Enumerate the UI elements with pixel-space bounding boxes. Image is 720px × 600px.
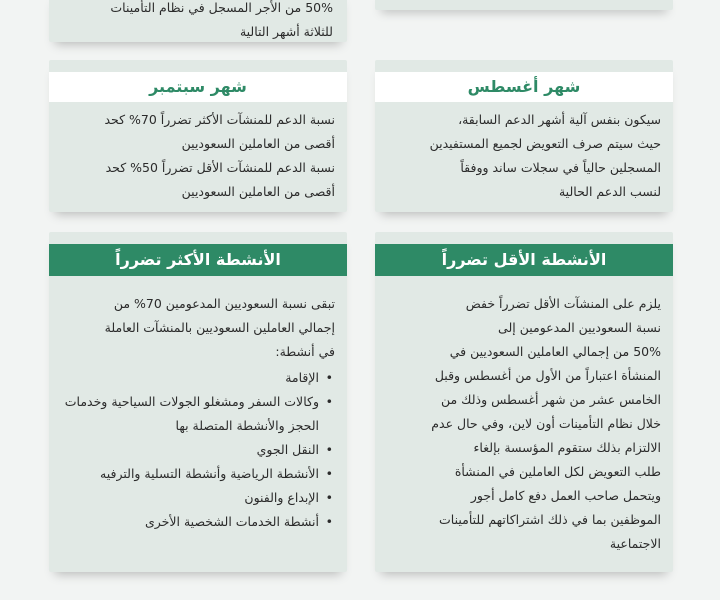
least-affected-text: [381, 292, 661, 556]
text-line: المنشأة اعتباراً من الأول من أغسطس وقبل: [434, 368, 661, 383]
text-line: حيث سيتم صرف التعويض لجميع المستفيدين: [429, 136, 661, 151]
august-title: شهر أغسطس: [375, 72, 673, 102]
text-line: نسبة السعوديين المدعومين إلى: [498, 320, 661, 335]
text-line: سيكون بنفس آلية أشهر الدعم السابقة،: [458, 112, 661, 127]
september-text: [55, 108, 335, 204]
text-line: يلزم على المنشآت الأقل تضرراً خفض: [465, 296, 661, 311]
text-line: الاجتماعية: [609, 536, 661, 551]
september-title: شهر سبتمبر: [49, 72, 347, 102]
text-line: الموظفين بما في ذلك اشتراكاتهم للتأمينات: [439, 512, 661, 527]
text-line: الخامس عشر من شهر أغسطس وذلك من: [441, 392, 661, 407]
august-text: [381, 108, 661, 204]
most-affected-title: الأنشطة الأكثر تضرراً: [49, 244, 347, 276]
text-line: للثلاثة أشهر التالية: [239, 24, 333, 39]
text-line: أقصى من العاملين السعوديين: [181, 184, 335, 199]
list-item: • أنشطة الخدمات الشخصية الأخرى: [55, 510, 335, 534]
text-line: نسبة الدعم للمنشآت الأقل تضرراً 50% كحد: [105, 160, 335, 175]
text-line: في أنشطة:: [275, 344, 335, 359]
text-line: 50% من إجمالي العاملين السعوديين في: [449, 344, 661, 359]
list-item: • الأنشطة الرياضية وأنشطة التسلية والترفيه: [55, 462, 335, 486]
list-item: • النقل الجوي: [55, 438, 335, 462]
least-affected-card: [375, 232, 673, 572]
text-line: نسبة الدعم للمنشآت الأكثر تضرراً 70% كحد: [104, 112, 335, 127]
text-line: ويتحمل صاحب العمل دفع كامل أجور: [470, 488, 661, 503]
text-line: طلب التعويض لكل العاملين في المنشأة: [454, 464, 661, 479]
text-line: 50% من الأجر المسجل في نظام التأمينات: [110, 0, 333, 15]
text-line: خلال نظام التأمينات أون لاين، وفي حال عدم: [431, 416, 661, 431]
least-affected-title: الأنشطة الأقل تضرراً: [375, 244, 673, 276]
text-line: المسجلين حالياً في سجلات ساند ووفقاً: [460, 160, 661, 175]
list-item: • الإقامة: [55, 366, 335, 390]
text-line: لنسب الدعم الحالية: [558, 184, 661, 199]
top-right-continuation-card: [375, 0, 673, 10]
top-card-text: [58, 0, 333, 44]
list-item: • الإبداع والفنون: [55, 486, 335, 510]
text-line: إجمالي العاملين السعوديين بالمنشآت العاملة: [104, 320, 335, 335]
august-card: [375, 60, 673, 212]
text-line: الالتزام بذلك ستقوم المؤسسة بإلغاء: [473, 440, 661, 455]
top-continuation-card: [49, 0, 347, 42]
most-affected-card: [49, 232, 347, 572]
most-affected-text: [55, 292, 335, 534]
text-line: تبقى نسبة السعوديين المدعومين 70% من: [113, 296, 335, 311]
september-card: [49, 60, 347, 212]
text-line: أقصى من العاملين السعوديين: [181, 136, 335, 151]
activities-list: [55, 366, 335, 534]
list-item: • وكالات السفر ومشغلو الجولات السياحية وخدمات الحجز والأنشطة المتصلة بها: [55, 390, 335, 438]
